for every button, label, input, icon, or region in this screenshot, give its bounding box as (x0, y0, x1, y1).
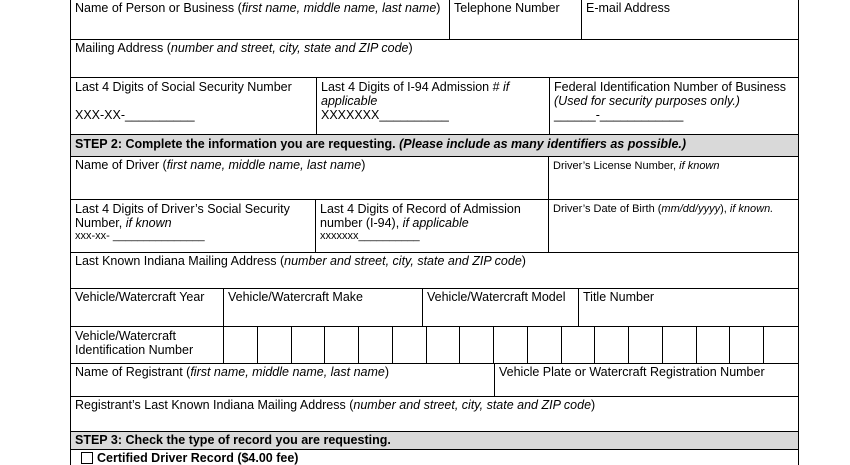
vin-char-box[interactable] (697, 327, 731, 363)
vin-char-box[interactable] (494, 327, 528, 363)
plate-number-label: Vehicle Plate or Watercraft Registration Number (499, 365, 765, 379)
identifiers-row (70, 78, 799, 135)
driver-name-field[interactable]: Name of Driver (first name, middle name, last name) (71, 157, 549, 199)
vehicle-year-field[interactable] (71, 289, 224, 326)
vehicle-row (70, 289, 799, 327)
requester-name-field[interactable]: Name of Person or Business (first name, middle name, last name) (71, 0, 450, 39)
drivers-license-label: Driver’s License Number, (553, 160, 680, 172)
plate-number-field[interactable] (495, 364, 798, 396)
vehicle-make-field[interactable] (224, 289, 423, 326)
drivers-license-field[interactable]: Driver’s License Number, if known (553, 160, 720, 172)
vin-char-box[interactable] (595, 327, 629, 363)
mailing-address-label: Mailing Address ( (75, 41, 171, 55)
step2-header: STEP 2: Complete the information you are requesting. (Please include as many identifiers as possible.) (70, 135, 799, 157)
vin-char-box[interactable] (562, 327, 596, 363)
vin-char-box[interactable] (629, 327, 663, 363)
certified-driver-record-label: Certified Driver Record ($4.00 fee) (97, 451, 299, 465)
vin-char-box[interactable] (359, 327, 393, 363)
vin-row (70, 327, 799, 364)
driver-ssn-field[interactable]: Last 4 Digits of Driver’s Social Security Number, if known xxx-xx- _______________ (71, 200, 316, 252)
vin-char-box[interactable] (393, 327, 427, 363)
email-label: E-mail Address (586, 1, 671, 15)
fein-label: Federal Identification Number of Business (554, 80, 787, 94)
registrant-name-label: Name of Registrant ( (75, 365, 191, 379)
vin-char-box[interactable] (292, 327, 326, 363)
vin-char-box[interactable] (730, 327, 764, 363)
requester-name-label: Name of Person or Business ( (75, 1, 242, 15)
last-known-address-field[interactable]: Last Known Indiana Mailing Address (number and street, city, state and ZIP code) (75, 254, 526, 268)
vin-character-boxes (224, 327, 798, 363)
email-field[interactable] (582, 0, 798, 39)
contact-row (70, 0, 799, 40)
mailing-address-field[interactable]: Mailing Address (number and street, city, state and ZIP code) (75, 41, 413, 55)
registrant-row (70, 364, 799, 397)
driver-ssn-format: xxx-xx- _______________ (75, 230, 205, 242)
title-number-field[interactable] (579, 289, 798, 326)
telephone-label: Telephone Number (454, 1, 560, 15)
vin-char-box[interactable] (663, 327, 697, 363)
vin-char-box[interactable] (764, 327, 798, 363)
vin-char-box[interactable] (224, 327, 258, 363)
vehicle-model-label: Vehicle/Watercraft Model (427, 290, 566, 304)
vin-char-box[interactable] (460, 327, 494, 363)
i94-format: XXXXXXX__________ (321, 108, 449, 122)
fein-format: ______-____________ (554, 108, 684, 122)
vin-char-box[interactable] (325, 327, 359, 363)
vehicle-make-label: Vehicle/Watercraft Make (228, 290, 364, 304)
driver-dob-label: Driver’s Date of Birth ( (553, 203, 662, 215)
last-known-address-row[interactable] (70, 253, 799, 289)
registrant-address-field[interactable]: Registrant’s Last Known Indiana Mailing Address (number and street, city, state and ZIP code) (75, 398, 596, 412)
vin-char-box[interactable] (528, 327, 562, 363)
vin-char-box[interactable] (427, 327, 461, 363)
step3-header: STEP 3: Check the type of record you are requesting. (70, 432, 799, 450)
fein-field[interactable]: Federal Identification Number of Business (Used for security purposes only.) ______-____________ (550, 78, 798, 134)
driver-row (70, 157, 799, 200)
ssn-field[interactable] (71, 78, 317, 134)
vehicle-model-field[interactable] (423, 289, 579, 326)
title-number-label: Title Number (583, 290, 655, 304)
registrant-name-field[interactable]: Name of Registrant (first name, middle name, last name) (71, 364, 495, 396)
admission-number-field[interactable]: Last 4 Digits of Record of Admission number (I-94), if applicable xxxxxxx__________ (316, 200, 549, 252)
certified-driver-record-checkbox[interactable] (81, 452, 93, 464)
i94-field[interactable]: Last 4 Digits of I-94 Admission # if applicable XXXXXXX__________ (317, 78, 550, 134)
last-known-address-label: Last Known Indiana Mailing Address ( (75, 254, 285, 268)
admission-number-label: Last 4 Digits of Record of Admission number (I-94), (320, 202, 521, 230)
i94-label: Last 4 Digits of I-94 Admission # (321, 80, 504, 94)
registrant-address-row[interactable] (70, 397, 799, 432)
vin-label-cell (71, 327, 224, 363)
vin-label-line1: Vehicle/Watercraft (75, 329, 176, 343)
vin-char-box[interactable] (258, 327, 292, 363)
telephone-field[interactable] (450, 0, 582, 39)
driver-identifiers-row (70, 200, 799, 253)
driver-dob-field[interactable]: Driver’s Date of Birth (mm/dd/yyyy), if known. (553, 203, 774, 215)
driver-name-label: Name of Driver ( (75, 158, 167, 172)
mailing-address-row[interactable] (70, 40, 799, 78)
vin-label-line2: Identification Number (75, 343, 194, 357)
records-request-form (70, 0, 799, 465)
ssn-format: XXX-XX-__________ (75, 108, 195, 122)
driver-ssn-label: Last 4 Digits of Driver’s Social Security Number, (75, 202, 290, 230)
vehicle-year-label: Vehicle/Watercraft Year (75, 290, 205, 304)
registrant-address-label: Registrant’s Last Known Indiana Mailing Address ( (75, 398, 354, 412)
record-type-options (70, 450, 799, 465)
ssn-label: Last 4 Digits of Social Security Number (75, 80, 292, 94)
admission-number-format: xxxxxxx__________ (320, 230, 420, 242)
